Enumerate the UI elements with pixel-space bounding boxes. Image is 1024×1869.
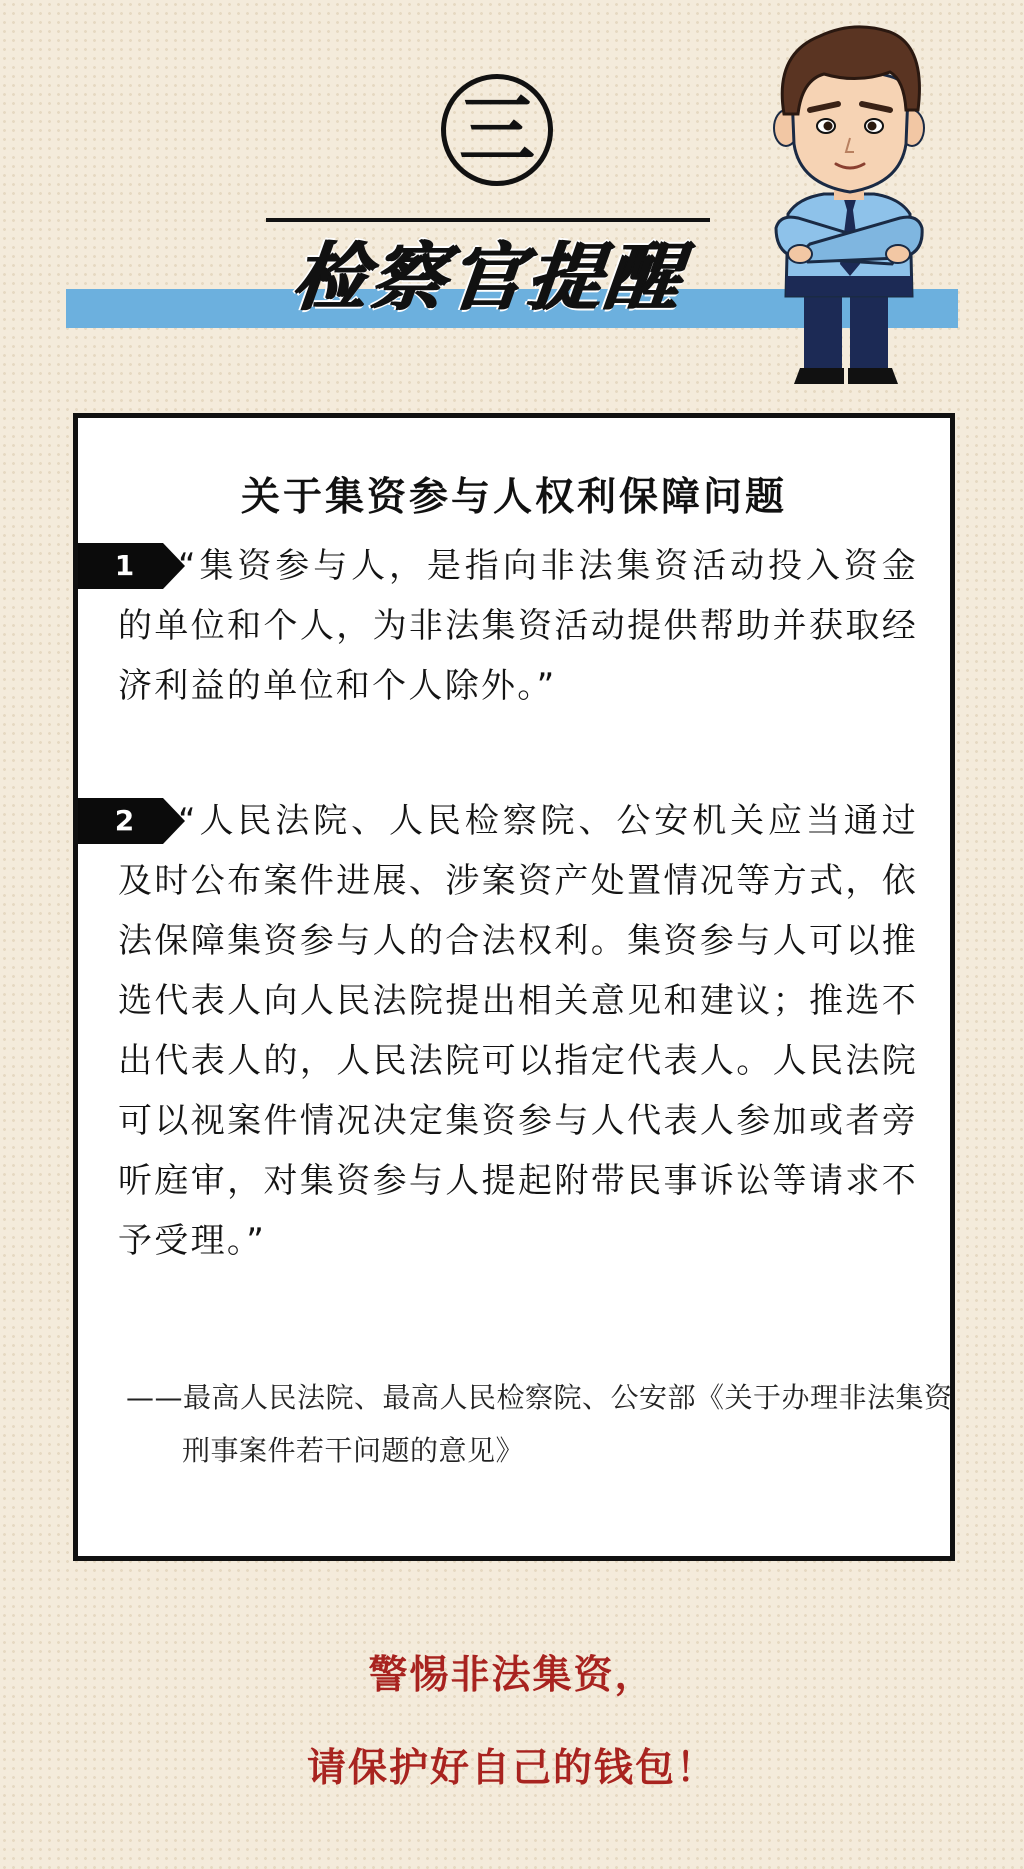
section-numeral: 三: [441, 74, 553, 186]
item-text: “集资参与人，是指向非法集资活动投入资金的单位和个人，为非法集资活动提供帮助并获取经济利益的单位和个人除外。”: [118, 546, 918, 706]
title-rule: [266, 218, 710, 222]
item-number-badge: 2: [78, 798, 163, 844]
slogan-line-1: 警惕非法集资，: [368, 1653, 656, 1698]
list-item: [78, 798, 950, 1278]
list-item: [78, 543, 950, 733]
slogan-line-2: 请保护好自己的钱包！: [306, 1746, 717, 1791]
source-citation: ——最高人民法院、最高人民检察院、公安部《关于办理非法集资刑事案件若干问题的意见》: [126, 1381, 953, 1467]
item-text: “人民法院、人民检察院、公安机关应当通过及时公布案件进展、涉案资产处置情况等方式，依法保障集资参与人的合法权利。集资参与人可以推选代表人向人民法院提出相关意见和建议；推选不出代表人的，人民法院可以指定代表人。人民法院可以视案件情况决定集资参与人代表人参加或者旁听庭审，对集资参与人提起附带民事诉讼等请求不予受理。”: [118, 801, 918, 1261]
reminder-card: [73, 413, 955, 1561]
prosecutor-mascot-illustration: [740, 14, 960, 392]
card-title: 关于集资参与人权利保障问题: [240, 475, 787, 520]
header: [0, 0, 1024, 410]
banner-title: 检察官提醒: [287, 235, 687, 321]
item-number-badge: 1: [78, 543, 163, 589]
